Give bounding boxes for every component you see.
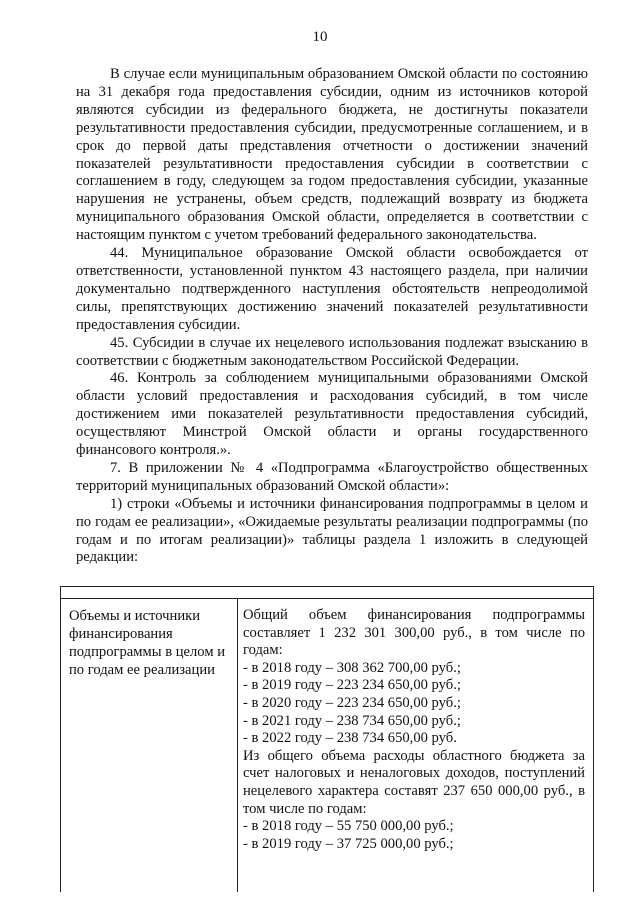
regional-budget-text: Из общего объема расходы областного бюджета за счет налоговых и неналоговых доходов, поступлений нецелевого характера составят 237 650 000,00 руб., в том числе по годам:	[243, 747, 585, 817]
list-item: - в 2021 году – 238 734 650,00 руб.;	[243, 712, 461, 729]
total-by-year-list	[243, 660, 585, 748]
paragraph-44: 44. Муниципальное образование Омской области освобождается от ответственности, установленной пунктом 43 настоящего раздела, при наличии документально подтвержденного наступления обстоятельств непреодолимой силы, препятствующих достижению значений показателей результативности предоставления субсидии.	[76, 245, 588, 333]
list-item: - в 2018 году – 308 362 700,00 руб.;	[243, 659, 461, 676]
paragraph-43-continuation: В случае если муниципальным образованием Омской области по состоянию на 31 декабря года предоставления субсидии, одним из источников которой являются субсидии из федерального бюджета, не достигнуты показатели результативности предоставления субсидии, предусмотренные соглашением, и в срок до первой даты представления отчетности о достижении значений показателей результативности предоставления субсидии в соответствии с соглашением в году, следующем за годом предоставления субсидии, указанные нарушения не устранены, объем средств, подлежащий возврату из бюджета муниципального образования Омской области, определяется в соответствии с настоящим пунктом с учетом требований федерального законодательства.	[76, 66, 588, 244]
page-number: 10	[312, 29, 328, 45]
paragraph-45: 45. Субсидии в случае их нецелевого использования подлежат взысканию в соответствии с бюджетным законодательством Российской Федерации.	[76, 334, 588, 369]
item-7-subitem-1: 1) строки «Объемы и источники финансирования подпрограммы в целом и по годам ее реализации», «Ожидаемые результаты реализации подпрограммы (по годам и по итогам реализации)» таблицы раздела 1 изложить в следующей редакции:	[76, 495, 588, 566]
paragraph-46: 46. Контроль за соблюдением муниципальными образованиями Омской области условий предоставления и расходования субсидий, в том числе достижением ими показателей результативности предоставления субсидий, осуществляют Минстрой Омской области и органы государственного финансового контроля.».	[76, 370, 588, 459]
financing-table	[60, 586, 594, 892]
financing-table-row	[61, 598, 593, 892]
table-column-divider	[237, 599, 238, 892]
list-item: - в 2020 году – 223 234 650,00 руб.;	[243, 694, 461, 711]
total-financing-text: Общий объем финансирования подпрограммы составляет 1 232 301 300,00 руб., в том числе по годам:	[243, 607, 585, 659]
regional-by-year-list	[243, 818, 585, 853]
list-item: - в 2019 году – 223 234 650,00 руб.;	[243, 677, 461, 694]
table-row-content	[243, 607, 585, 853]
list-item: - в 2018 году – 55 750 000,00 руб.;	[243, 818, 454, 835]
list-item: - в 2019 году – 37 725 000,00 руб.;	[243, 835, 454, 852]
document-body	[76, 66, 588, 567]
item-7-heading: 7. В приложении № 4 «Подпрограмма «Благоустройство общественных территорий муниципальных образований Омской области»:	[76, 459, 588, 494]
table-row-label: Объемы и источники финансирования подпрограммы в целом и по годам ее реализации	[69, 608, 226, 678]
list-item: - в 2022 году – 238 734 650,00 руб.	[243, 730, 457, 747]
